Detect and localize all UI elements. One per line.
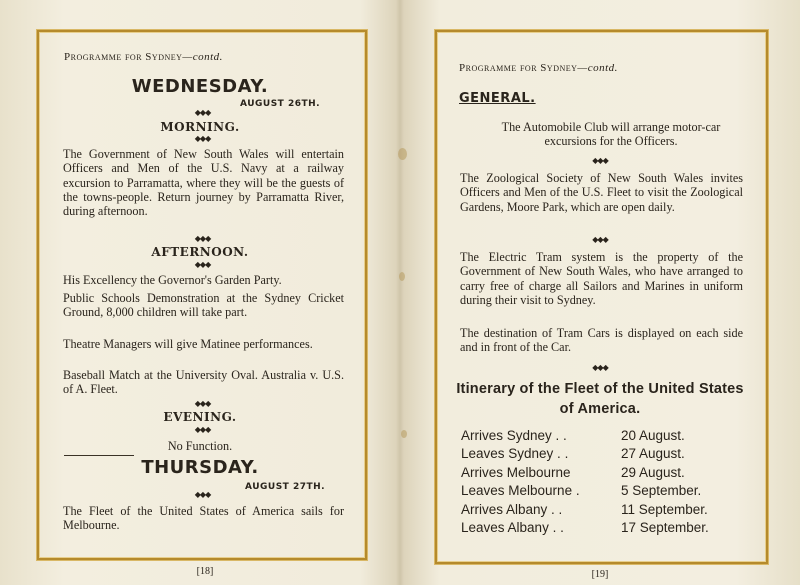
itinerary-date: 5 September. — [621, 483, 702, 499]
ornament: ◆◆◆ — [194, 234, 211, 243]
morning-text: The Government of New South Wales will entertain Officers and Men of the U.S. Navy at a railway excursion to Parramatta, where they will be the guests of the towns-people. Return journey by Parramatta River, during afternoon. — [63, 147, 344, 219]
general-item: The Automobile Club will arrange motor-car excursions for the Officers. — [501, 120, 721, 149]
thursday-text: The Fleet of the United States of America sails for Melbourne. — [63, 504, 344, 533]
general-item: The Electric Tram system is the property of the Government of New South Wales, who have arranged to carry free of charge all Sailors and Marines in uniform during their visit to Sydney. — [460, 250, 743, 307]
afternoon-item: Baseball Match at the University Oval. Australia v. U.S. of A. Fleet. — [63, 368, 344, 397]
afternoon-title: AFTERNOON. — [151, 245, 249, 259]
thursday-heading: THURSDAY. — [141, 457, 259, 478]
afternoon-item: His Excellency the Governor's Garden Party. — [63, 273, 282, 287]
ornament: ◆◆◆ — [194, 260, 211, 269]
evening-title: EVENING. — [163, 410, 237, 424]
ornament: ◆◆◆ — [194, 399, 211, 408]
ornament: ◆◆◆ — [592, 235, 608, 244]
itinerary-event: Arrives Sydney . . — [461, 427, 567, 443]
itinerary-title: Itinerary of the Fleet of the United States of America. — [456, 381, 744, 417]
evening-text: No Function. — [167, 439, 233, 453]
itinerary-event: Leaves Melbourne . — [461, 483, 580, 499]
itinerary-date: 11 September. — [621, 501, 708, 517]
itinerary-row — [461, 445, 709, 464]
itinerary-date: 29 August. — [621, 464, 685, 480]
thursday-date: AUGUST 27TH. — [245, 482, 326, 492]
page-number: [19] — [591, 569, 609, 580]
itinerary-date: 27 August. — [621, 446, 685, 462]
itinerary-event: Arrives Melbourne — [461, 464, 571, 480]
right-running-head: Programme for Sydney—contd. — [459, 62, 618, 74]
afternoon-item: Public Schools Demonstration at the Sydney Cricket Ground, 8,000 children will take part. — [63, 291, 344, 320]
ornament: ◆◆◆ — [194, 490, 211, 499]
itinerary-date: 20 August. — [621, 427, 685, 443]
wednesday-heading: WEDNESDAY. — [131, 76, 269, 97]
itinerary-row — [461, 463, 709, 482]
right-page — [400, 0, 800, 585]
ornament: ◆◆◆ — [592, 156, 608, 165]
divider-rule — [64, 455, 134, 456]
itinerary-table — [461, 426, 709, 537]
page-number: [18] — [196, 566, 214, 577]
wednesday-date: AUGUST 26TH. — [240, 99, 321, 109]
itinerary-event: Leaves Sydney . . — [461, 446, 569, 462]
general-item: The destination of Tram Cars is displayed on each side and in front of the Car. — [460, 326, 743, 355]
itinerary-event: Leaves Albany . . — [461, 520, 564, 536]
ornament: ◆◆◆ — [194, 108, 211, 117]
itinerary-row — [461, 519, 709, 538]
stain-mark — [398, 148, 407, 160]
stain-mark — [399, 272, 405, 281]
ornament: ◆◆◆ — [194, 425, 211, 434]
itinerary-row — [461, 426, 709, 445]
general-item: The Zoological Society of New South Wales invites Officers and Men of the U.S. Fleet to visit the Zoological Gardens, Moore Park, which are open daily. — [460, 171, 743, 214]
itinerary-row — [461, 500, 709, 519]
general-heading: GENERAL. — [459, 91, 536, 106]
left-running-head: Programme for Sydney—contd. — [64, 51, 223, 63]
ornament: ◆◆◆ — [194, 134, 211, 143]
itinerary-row — [461, 482, 709, 501]
stain-mark — [401, 430, 407, 438]
ornament: ◆◆◆ — [592, 363, 608, 372]
morning-title: MORNING. — [160, 120, 240, 134]
itinerary-date: 17 September. — [621, 520, 709, 536]
itinerary-event: Arrives Albany . . — [461, 501, 563, 517]
afternoon-item: Theatre Managers will give Matinee performances. — [63, 337, 313, 351]
